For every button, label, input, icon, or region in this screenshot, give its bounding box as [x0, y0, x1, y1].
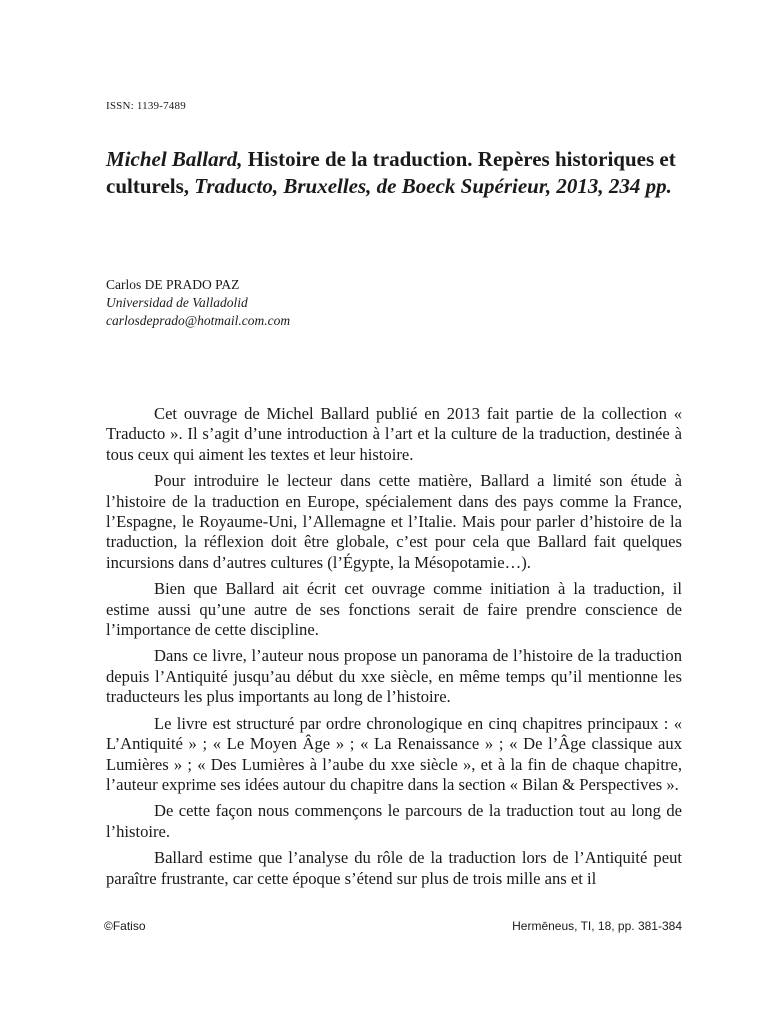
reviewer-block: [106, 276, 290, 330]
book-title: Histoire de la traduction. Repères historiques et culturels,: [106, 147, 676, 198]
body-paragraph: De cette façon nous commençons le parcours de la traduction tout au long de l’histoire.: [106, 801, 682, 841]
review-title: [106, 146, 686, 200]
footer-citation: Hermēneus, TI, 18, pp. 381-384: [512, 919, 682, 933]
body-paragraph: Le livre est structuré par ordre chronologique en cinq chapitres principaux : « L’Antiquité » ; « Le Moyen Âge » ; « La Renaissance » ; « De l’Âge classique aux Lumières » ; « Des Lumières à l’aube du xxe siècle », et à la fin de chaque chapitre, l’auteur exprime ses idées autour du chapitre dans la section « Bilan & Perspectives ».: [106, 713, 682, 794]
body-paragraph: Dans ce livre, l’auteur nous propose un panorama de l’histoire de la traduction depuis l’Antiquité jusqu’au début du xxe siècle, en même temps qu’il mentionne les traducteurs les plus importants au long de l’histoire.: [106, 646, 682, 707]
body-paragraph: Cet ouvrage de Michel Ballard publié en 2013 fait partie de la collection « Traducto ». Il s’agit d’une introduction à l’art et la culture de la traduction, destinée à tous ceux qui aiment les textes et leur histoire.: [106, 404, 682, 464]
footer-copyright: ©Fatiso: [104, 919, 146, 933]
review-body: [106, 404, 682, 895]
reviewer-name: Carlos DE PRADO PAZ: [106, 277, 240, 292]
reviewer-email: carlosdeprado@hotmail.com.com: [106, 313, 291, 328]
book-author: Michel Ballard,: [106, 147, 243, 171]
body-paragraph: Bien que Ballard ait écrit cet ouvrage comme initiation à la traduction, il estime aussi qu’une autre de ses fonctions serait de faire prendre conscience de l’importance de cette discipline.: [106, 579, 682, 640]
body-paragraph: Ballard estime que l’analyse du rôle de la traduction lors de l’Antiquité peut paraître frustrante, car cette époque s’étend sur plus de trois mille ans et il: [106, 848, 682, 888]
book-publisher: Traducto, Bruxelles, de Boeck Supérieur, 2013, 234 pp.: [189, 174, 672, 198]
reviewer-affiliation: Universidad de Valladolid: [106, 295, 248, 310]
issn-header: ISSN: 1139-7489: [106, 100, 186, 112]
body-paragraph: Pour introduire le lecteur dans cette matière, Ballard a limité son étude à l’histoire de la traduction en Europe, spécialement dans des pays comme la France, l’Espagne, le Royaume-Uni, l’Allemagne et l’Italie. Mais pour parler d’histoire de la traduction, la réflexion doit être globale, c’est pour cela que Ballard fait quelques incursions dans d’autres cultures (l’Égypte, la Mésopotamie…).: [106, 471, 682, 572]
